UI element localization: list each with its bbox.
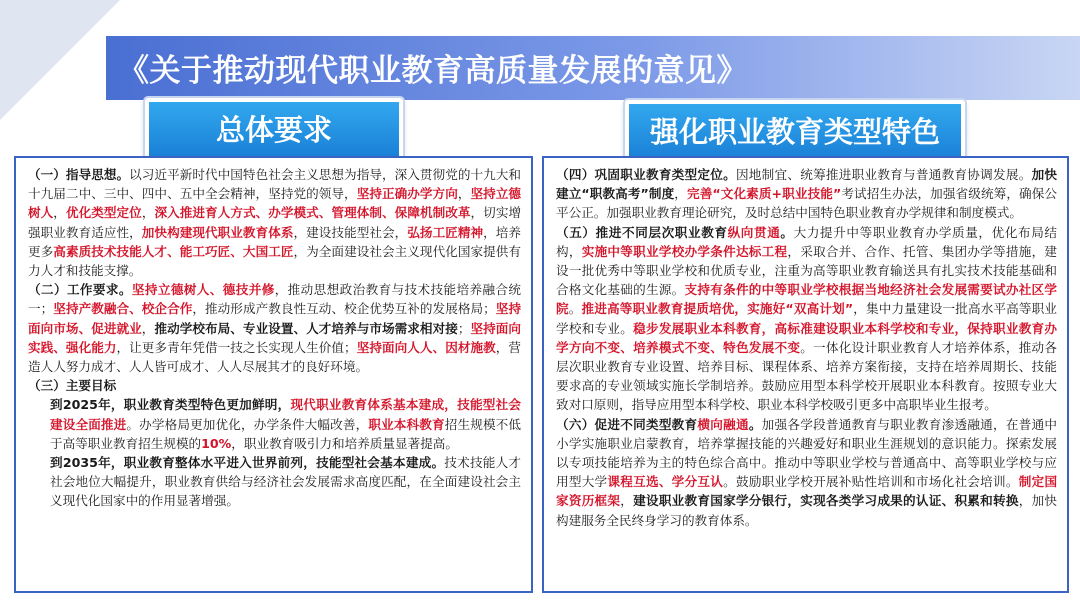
body-text: ，推动形成产教良性互动、校企优势互补的发展格局； (192, 301, 496, 317)
bold-text: （五）推进不同层次职业教育 (556, 224, 728, 240)
body-text: 以习近平新时代中国特色社会主义思想为指导，深入贯彻党的十九大和十九届二中、三中、四中、五中全会精神，坚持党的领导， (28, 167, 522, 202)
highlight-text: 实施中等职业学校办学条件达标工程 (581, 243, 788, 259)
highlight-text: 现代职业教育体系基本建成，技能型社会建设全面推进 (50, 397, 522, 432)
highlight-text: 推进高等职业教育提质培优，实施好“双高计划” (581, 301, 854, 317)
body-text: ，推动思想政治教育与技术技能培养融合统一； (28, 282, 522, 317)
body-text: 加强各学段普通教育与职业教育渗透融通，在普通中小学实施职业启蒙教育，培养掌握技能的兴趣爱好和职业生涯规划的意识能力。探索发展以专项技能培养为主的特色综合高中。推动中等职业学校与普通高中、高等职业学校与应用型大学 (556, 416, 1058, 490)
body-text: 大力提升中等职业教育办学质量，优化布局结构， (556, 224, 1058, 259)
body-text: ，让更多青年凭借一技之长实现人生价值； (116, 339, 357, 355)
bold-text: 推动学校布局、专业设置、人才培养与市场需求相对接 (154, 320, 458, 336)
highlight-text: 弘扬工匠精神 (407, 224, 484, 240)
highlight-text: 坚持立德树人、德技并修 (131, 282, 275, 298)
bold-text: 。 (780, 224, 794, 240)
body-text: 。一体化设计职业教育人才培养体系，推动各层次职业教育专业设置、培养目标、课程体系、培养方案衔接，支持在培养周期长、技能要求高的专业领域实施长学制培养。鼓励应用型本科学校开展职业本科教育。按照专业大致对口原则，指导应用型本科学校、职业本科学校吸引更多中高职毕业生报考。 (556, 339, 1058, 413)
paragraph (28, 395, 521, 453)
body-text: ， (674, 186, 687, 202)
body-text: 。鼓励职业学校开展补贴性培训和市场化社会培训。 (723, 474, 1019, 490)
highlight-text: 课程互选、学分互认 (607, 474, 724, 490)
paragraph (28, 453, 521, 511)
decorative-corner (0, 0, 120, 120)
bold-text: （一）指导思想。 (28, 167, 130, 182)
paragraph (28, 376, 521, 395)
paragraph (556, 415, 1057, 530)
body-text: ，职业教育吸引力和培养质量显著提高。 (231, 435, 458, 451)
section-header-overall-requirements: 总体要求 (145, 98, 403, 162)
body-text: 。 (568, 301, 582, 317)
body-text: 。办学格局更加优化，办学条件大幅改善， (126, 416, 369, 432)
body-text: ，建设技能型社会， (293, 224, 408, 240)
bold-text: 。 (748, 416, 762, 432)
highlight-text: 横向融通 (697, 416, 749, 432)
paragraph (28, 165, 521, 280)
highlight-text: 完善“文化素质+职业技能” (687, 186, 842, 202)
highlight-text: 坚持面向实践、强化能力 (28, 320, 522, 355)
paragraph (556, 165, 1057, 223)
highlight-text: 坚持立德树人 (28, 186, 522, 221)
bold-text: 到2025年，职业教育类型特色更加鲜明， (50, 397, 291, 413)
body-text: ，培养更多 (28, 224, 522, 259)
paragraph (556, 223, 1057, 415)
left-text-panel (14, 156, 533, 593)
bold-text: 加快建立“职教高考”制度 (556, 167, 1058, 202)
page-title: 《关于推动现代职业教育高质量发展的意见》 (118, 53, 748, 89)
highlight-text: 高素质技术技能人才、能工巧匠、大国工匠 (53, 243, 294, 259)
highlight-text: 坚持正确办学方向 (356, 186, 458, 202)
body-text: 考试招生办法，加强省级统筹，确保公平公正。加强职业教育理论研究，及时总结中国特色职业教育办学规律和制度模式。 (556, 186, 1058, 221)
body-text: 技术技能人才社会地位大幅提升，职业教育供给与经济社会发展需求高度匹配，在全面建设社会主义现代化国家中的作用显著增强。 (50, 455, 521, 509)
body-text: ，集中力量建设一批高水平高等职业学校和专业。 (556, 301, 1058, 336)
highlight-text: 稳步发展职业本科教育，高标准建设职业本科学校和专业，保持职业教育办学方向不变、培养模式不变、特色发展不变 (556, 320, 1058, 355)
bold-text: （六）促进不同类型教育 (556, 416, 698, 432)
highlight-text: 坚持面向市场、促进就业 (28, 301, 522, 336)
body-text: ，切实增强职业教育适应性， (28, 205, 522, 240)
bold-text: （二）工作要求。 (28, 282, 132, 298)
bold-text: （四）巩固职业教育类型定位。 (556, 167, 736, 182)
bold-text: 到2035年，职业教育整体水平进入世界前列，技能型社会基本建成。 (50, 455, 445, 471)
body-text: 因地制宜、统筹推进职业教育与普通教育协调发展。 (735, 167, 1032, 182)
highlight-text: 加快构建现代职业教育体系 (141, 224, 294, 240)
body-text: ， (53, 205, 66, 221)
highlight-text: 10% (201, 435, 232, 451)
body-text: ， (620, 493, 634, 509)
highlight-text: 优化类型定位 (65, 205, 142, 221)
highlight-text: 深入推进育人方式、办学模式、管理体制、保障机制改革 (154, 205, 471, 221)
body-text: ， (141, 205, 155, 221)
bold-text: （三）主要目标 (28, 378, 117, 394)
highlight-text: 坚持面向人人、因材施教 (356, 339, 496, 355)
section-header-type-features: 强化职业教育类型特色 (625, 100, 965, 164)
highlight-text: 坚持产教融合、校企合作 (53, 301, 193, 317)
right-text-panel (542, 156, 1069, 593)
highlight-text: 纵向贯通 (727, 224, 781, 240)
body-text: ， (141, 320, 155, 336)
highlight-text: 支持有条件的中等职业学校根据当地经济社会发展需要试办社区学院 (556, 282, 1058, 317)
paragraph (28, 280, 521, 376)
body-text: 招生规模不低于高等职业教育招生规模的 (50, 416, 522, 451)
body-text: ，加快构建服务全民终身学习的教育体系。 (556, 493, 1058, 528)
body-text: ，营造人人努力成才、人人皆可成才、人人尽展其才的良好环境。 (28, 339, 522, 375)
body-text: ； (457, 320, 471, 336)
body-text: ， (457, 186, 471, 202)
body-text: ，采取合并、合作、托管、集团办学等措施，建设一批优秀中等职业学校和优质专业，注重为高等职业教育输送具有扎实技术技能基础和合格文化基础的生源。 (556, 243, 1058, 298)
highlight-text: 职业本科教育 (368, 416, 445, 432)
bold-text: 建设职业教育国家学分银行，实现各类学习成果的认证、积累和转换 (633, 493, 1019, 509)
body-text: ，为全面建设社会主义现代化国家提供有力人才和技能支撑。 (28, 243, 522, 279)
highlight-text: 制定国家资历框架 (556, 474, 1058, 509)
